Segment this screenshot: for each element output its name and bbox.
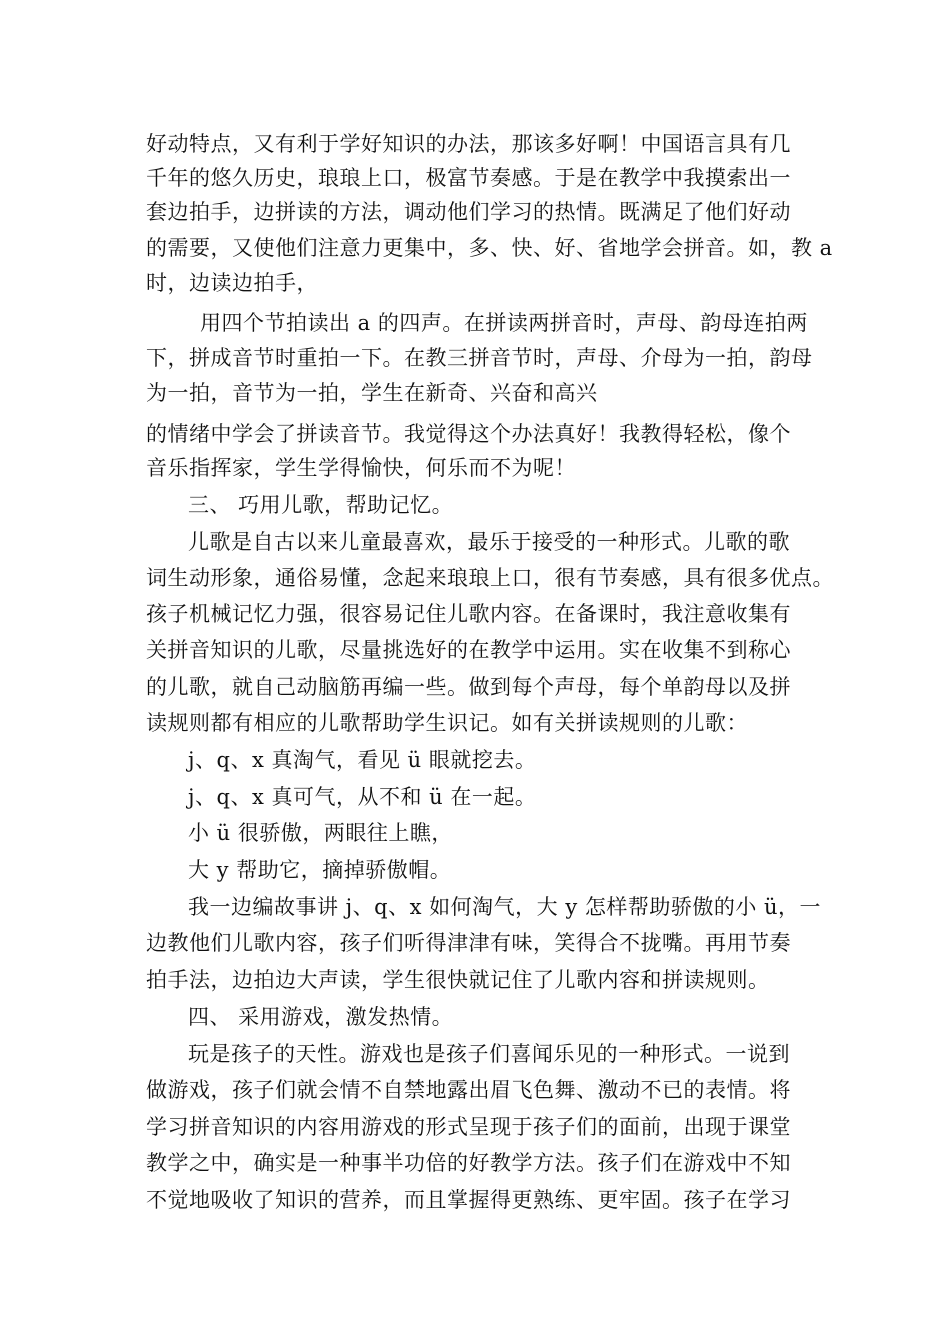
text-line: 教学之中，确实是一种事半功倍的好教学方法。孩子们在游戏中不知 — [146, 1151, 791, 1175]
text-line: 拍手法，边拍边大声读，学生很快就记住了儿歌内容和拼读规则。 — [146, 968, 770, 992]
section-heading: 四、 采用游戏，激发热情。 — [188, 1005, 454, 1029]
text-line: 关拼音知识的儿歌，尽量挑选好的在教学中运用。实在收集不到称心 — [146, 638, 791, 662]
text-line: 不觉地吸收了知识的营养，而且掌握得更熟练、更牢固。孩子在学习 — [146, 1188, 791, 1212]
text-line: 为一拍，音节为一拍，学生在新奇、兴奋和高兴 — [146, 381, 598, 405]
text-line: 儿歌是自古以来儿童最喜欢，最乐于接受的一种形式。儿歌的歌 — [188, 530, 790, 554]
text-line: 套边拍手，边拼读的方法，调动他们学习的热情。既满足了他们好动 — [146, 200, 791, 224]
text-line: 下，拼成音节时重拍一下。在教三拼音节时，声母、介母为一拍，韵母 — [146, 346, 813, 370]
text-line: 孩子机械记忆力强，很容易记住儿歌内容。在备课时，我注意收集有 — [146, 602, 791, 626]
text-line: 边教他们儿歌内容，孩子们听得津津有味，笑得合不拢嘴。再用节奏 — [146, 931, 791, 955]
text-line: 做游戏，孩子们就会情不自禁地露出眉飞色舞、激动不已的表情。将 — [146, 1078, 791, 1102]
text-line: 的情绪中学会了拼读音节。我觉得这个办法真好！我教得轻松，像个 — [146, 422, 791, 446]
rhyme-line: j、q、x 真可气，从不和 ü 在一起。 — [188, 785, 537, 809]
section-heading: 三、 巧用儿歌，帮助记忆。 — [188, 493, 454, 517]
rhyme-line: 小 ü 很骄傲，两眼往上瞧， — [188, 821, 453, 845]
text-line: 读规则都有相应的儿歌帮助学生识记。如有关拼读规则的儿歌： — [146, 711, 748, 735]
text-line: 我一边编故事讲 j、q、x 如何淘气，大 y 怎样帮助骄傲的小 ü，一 — [188, 895, 822, 919]
text-line: 玩是孩子的天性。游戏也是孩子们喜闻乐见的一种形式。一说到 — [188, 1042, 790, 1066]
text-line: 好动特点，又有利于学好知识的办法，那该多好啊！中国语言具有几 — [146, 132, 791, 156]
text-line: 的儿歌，就自己动脑筋再编一些。做到每个声母，每个单韵母以及拼 — [146, 675, 791, 699]
text-line: 词生动形象，通俗易懂，念起来琅琅上口，很有节奏感，具有很多优点。 — [146, 566, 834, 590]
rhyme-line: j、q、x 真淘气，看见 ü 眼就挖去。 — [188, 748, 537, 772]
rhyme-line: 大 y 帮助它，摘掉骄傲帽。 — [188, 858, 452, 882]
text-line: 学习拼音知识的内容用游戏的形式呈现于孩子们的面前，出现于课堂 — [146, 1115, 791, 1139]
text-line: 用四个节拍读出 a 的四声。在拼读两拼音时，声母、韵母连拍两 — [200, 311, 808, 335]
text-line: 音乐指挥家，学生学得愉快，何乐而不为呢！ — [146, 456, 576, 480]
text-line: 时，边读边拍手， — [146, 271, 318, 295]
text-line: 的需要，又使他们注意力更集中，多、快、好、省地学会拼音。如，教 a — [146, 236, 833, 260]
text-line: 千年的悠久历史，琅琅上口，极富节奏感。于是在教学中我摸索出一 — [146, 166, 791, 190]
